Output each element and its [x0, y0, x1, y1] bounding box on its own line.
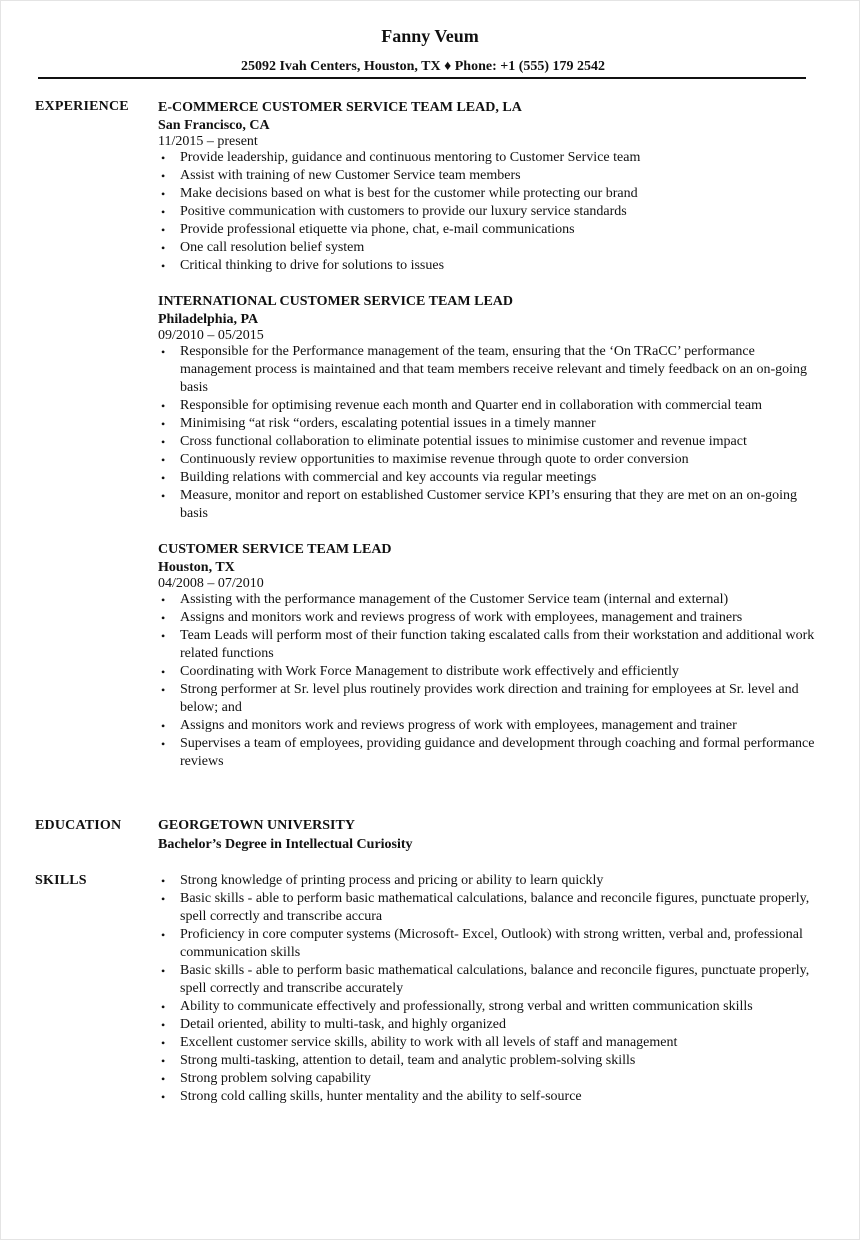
experience-heading: EXPERIENCE [35, 99, 129, 114]
skill-text: Excellent customer service skills, ability to work with all levels of staff and management [180, 1035, 678, 1050]
skill-item [158, 998, 818, 1016]
bullet-text: Critical thinking to drive for solutions to issues [180, 258, 445, 273]
bullet-icon: • [161, 187, 166, 201]
skill-text: Basic skills - able to perform basic mathematical calculations, balance and reconcile figures, punctuate properly, spell correctly and transcribe accurately [180, 963, 810, 996]
skill-text: Proficiency in core computer systems (Microsoft- Excel, Outlook) with strong written, verbal and, professional communication skills [180, 927, 803, 960]
bullet-item [158, 627, 818, 663]
bullet-icon: • [161, 611, 166, 625]
bullet-item [158, 185, 818, 203]
bullet-icon: • [161, 417, 166, 431]
bullet-item [158, 149, 818, 167]
bullet-text: Minimising “at risk “orders, escalating potential issues in a timely manner [180, 416, 596, 431]
skill-text: Detail oriented, ability to multi-task, and highly organized [180, 1017, 506, 1032]
education-heading: EDUCATION [35, 818, 122, 833]
job-entry [158, 99, 818, 275]
bullet-text: Assist with training of new Customer Service team members [180, 168, 521, 183]
bullet-text: Make decisions based on what is best for the customer while protecting our brand [180, 186, 638, 201]
bullet-text: Strong performer at Sr. level plus routinely provides work direction and training for employees at Sr. level and below; and [180, 682, 799, 715]
bullet-icon: • [161, 1036, 166, 1050]
job-dates: 11/2015 – present [158, 134, 258, 149]
bullet-text: Measure, monitor and report on established Customer service KPI’s ensuring that they are met on an on-going basis [180, 488, 798, 521]
bullet-icon: • [161, 241, 166, 255]
bullet-text: Continuously review opportunities to maximise revenue through quote to order conversion [180, 452, 689, 467]
job-location: Philadelphia, PA [158, 312, 259, 327]
skill-text: Basic skills - able to perform basic mathematical calculations, balance and reconcile figures, punctuate properly, spell correctly and transcribe accura [180, 891, 810, 924]
bullet-icon: • [161, 399, 166, 413]
bullet-icon: • [161, 665, 166, 679]
bullet-icon: • [161, 892, 166, 906]
bullet-item [158, 415, 818, 433]
skill-text: Strong knowledge of printing process and pricing or ability to learn quickly [180, 873, 604, 888]
job-location: Houston, TX [158, 560, 235, 575]
bullet-icon: • [161, 1072, 166, 1086]
job-title: CUSTOMER SERVICE TEAM LEAD [158, 542, 392, 557]
bullet-item [158, 203, 818, 221]
education-degree: Bachelor’s Degree in Intellectual Curiosity [158, 837, 413, 852]
bullet-text: Responsible for optimising revenue each month and Quarter end in collaboration with commercial team [180, 398, 762, 413]
bullet-item [158, 591, 818, 609]
bullet-item [158, 487, 818, 523]
skill-text: Strong problem solving capability [180, 1071, 371, 1086]
skill-item [158, 1052, 818, 1070]
skill-item [158, 1070, 818, 1088]
job-bullets [158, 343, 818, 523]
bullet-text: Building relations with commercial and key accounts via regular meetings [180, 470, 597, 485]
bullet-text: Cross functional collaboration to eliminate potential issues to minimise customer and revenue impact [180, 434, 747, 449]
bullet-icon: • [161, 874, 166, 888]
bullet-text: Team Leads will perform most of their function taking escalated calls from their workstation and additional work related functions [180, 628, 815, 661]
bullet-icon: • [161, 593, 166, 607]
bullet-icon: • [161, 629, 166, 643]
bullet-icon: • [161, 737, 166, 751]
bullet-item [158, 397, 818, 415]
bullet-text: Responsible for the Performance management of the team, ensuring that the ‘On TRaCC’ performance management process is maintained and that team members receive relevant and timely feedback on an on-going basis [180, 344, 808, 395]
bullet-icon: • [161, 928, 166, 942]
skill-item [158, 1016, 818, 1034]
education-school: GEORGETOWN UNIVERSITY [158, 818, 355, 833]
bullet-text: Supervises a team of employees, providing guidance and development through coaching and formal performance reviews [180, 736, 815, 769]
bullet-item [158, 343, 818, 397]
job-title: E-COMMERCE CUSTOMER SERVICE TEAM LEAD, LA [158, 100, 522, 115]
skill-item [158, 890, 818, 926]
contact-line: 25092 Ivah Centers, Houston, TX ♦ Phone: +1 (555) 179 2542 [240, 59, 606, 74]
bullet-item [158, 609, 818, 627]
bullet-item [158, 451, 818, 469]
bullet-icon: • [161, 435, 166, 449]
job-dates: 09/2010 – 05/2015 [158, 328, 264, 343]
bullet-icon: • [161, 719, 166, 733]
bullet-item [158, 735, 818, 771]
bullet-text: Coordinating with Work Force Management to distribute work effectively and efficiently [180, 664, 679, 679]
bullet-icon: • [161, 453, 166, 467]
bullet-icon: • [161, 205, 166, 219]
bullet-icon: • [161, 489, 166, 503]
skill-item [158, 926, 818, 962]
skill-text: Ability to communicate effectively and professionally, strong verbal and written communication skills [180, 999, 753, 1014]
bullet-icon: • [161, 1054, 166, 1068]
bullet-icon: • [161, 683, 166, 697]
bullet-text: Assigns and monitors work and reviews progress of work with employees, management and trainers [180, 610, 743, 625]
bullet-item [158, 221, 818, 239]
job-entry [158, 293, 818, 523]
bullet-item [158, 681, 818, 717]
job-location: San Francisco, CA [158, 118, 270, 133]
job-bullets [158, 591, 818, 771]
bullet-icon: • [161, 169, 166, 183]
skill-text: Strong multi-tasking, attention to detail, team and analytic problem-solving skills [180, 1053, 636, 1068]
education-body [158, 817, 818, 855]
bullet-text: Provide leadership, guidance and continuous mentoring to Customer Service team [180, 150, 641, 165]
bullet-item [158, 717, 818, 735]
bullet-text: One call resolution belief system [180, 240, 365, 255]
candidate-name: Fanny Veum [381, 26, 479, 46]
bullet-icon: • [161, 259, 166, 273]
skill-item [158, 1034, 818, 1052]
job-bullets [158, 149, 818, 275]
skills-body [158, 872, 818, 1106]
skills-list [158, 872, 818, 1106]
bullet-icon: • [161, 345, 166, 359]
job-title: INTERNATIONAL CUSTOMER SERVICE TEAM LEAD [158, 294, 514, 309]
job-entry [158, 541, 818, 771]
bullet-text: Positive communication with customers to provide our luxury service standards [180, 204, 627, 219]
bullet-icon: • [161, 471, 166, 485]
skill-item [158, 872, 818, 890]
bullet-item [158, 257, 818, 275]
bullet-item [158, 663, 818, 681]
bullet-item [158, 239, 818, 257]
skill-item [158, 962, 818, 998]
bullet-item [158, 433, 818, 451]
bullet-item [158, 469, 818, 487]
bullet-icon: • [161, 964, 166, 978]
bullet-icon: • [161, 223, 166, 237]
bullet-icon: • [161, 1018, 166, 1032]
bullet-icon: • [161, 1000, 166, 1014]
bullet-text: Assigns and monitors work and reviews progress of work with employees, management and trainer [180, 718, 737, 733]
bullet-item [158, 167, 818, 185]
bullet-text: Provide professional etiquette via phone, chat, e-mail communications [180, 222, 575, 237]
skill-item [158, 1088, 818, 1106]
bullet-icon: • [161, 1090, 166, 1104]
skill-text: Strong cold calling skills, hunter mentality and the ability to self-source [180, 1089, 582, 1104]
bullet-text: Assisting with the performance management of the Customer Service team (internal and external) [180, 592, 729, 607]
bullet-icon: • [161, 151, 166, 165]
experience-body [158, 99, 818, 789]
header-divider [38, 77, 806, 79]
skills-heading: SKILLS [35, 873, 87, 888]
job-dates: 04/2008 – 07/2010 [158, 576, 264, 591]
